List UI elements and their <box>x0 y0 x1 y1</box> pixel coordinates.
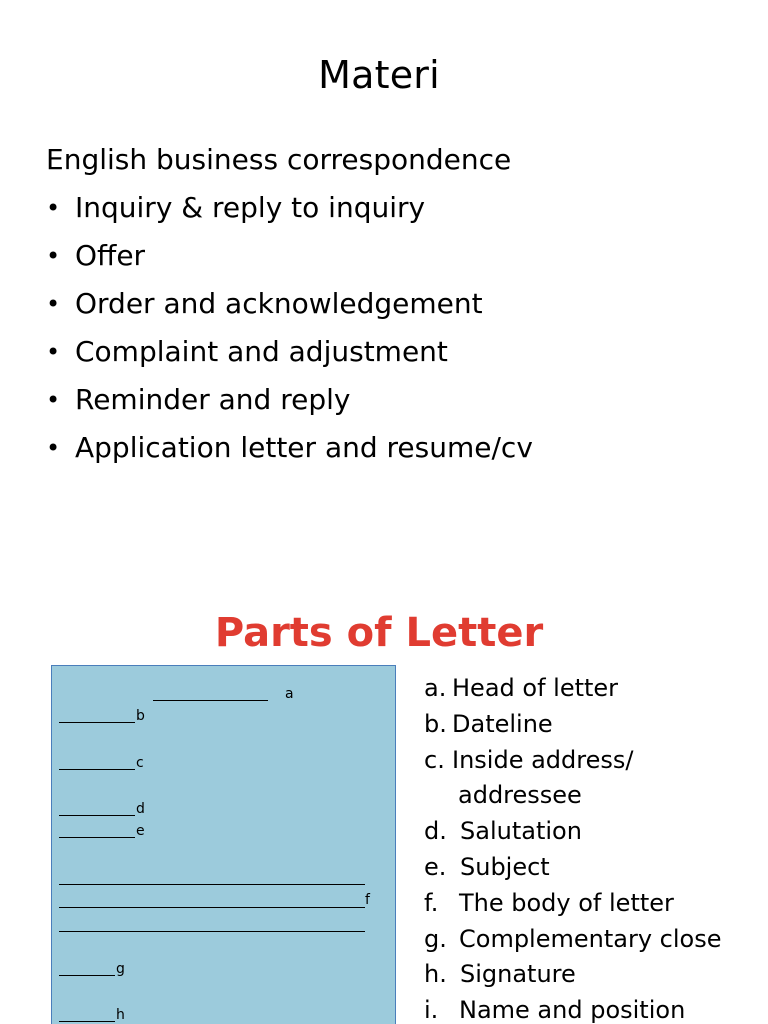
part-label: Name and position <box>459 996 686 1024</box>
topic-item <box>46 430 533 478</box>
intro-text: English business correspondence <box>46 143 512 176</box>
bullet-icon: • <box>46 386 61 414</box>
topic-item <box>46 382 533 430</box>
slide-title-parts-of-letter: Parts of Letter <box>214 610 544 656</box>
blank-line-dateline <box>59 722 135 723</box>
topic-item <box>46 190 533 238</box>
blank-line-body-1 <box>59 884 365 885</box>
part-marker: h. <box>424 960 447 989</box>
part-label: Dateline <box>452 709 553 738</box>
diagram-label-a: a <box>285 686 294 702</box>
part-item <box>424 958 576 994</box>
topic-item <box>46 238 533 286</box>
part-marker: e. <box>424 852 447 881</box>
letter-layout-diagram <box>51 665 396 1024</box>
diagram-label-g: g <box>116 961 125 977</box>
part-item <box>424 744 634 780</box>
part-marker: a. <box>424 674 447 702</box>
part-label: Salutation <box>460 817 582 846</box>
part-marker: d. <box>424 817 447 846</box>
part-label: addressee <box>458 781 582 810</box>
topic-label: Application letter and resume/cv <box>75 431 533 464</box>
part-item <box>424 779 582 815</box>
part-item <box>424 815 582 851</box>
part-label: Complementary close <box>459 924 722 953</box>
bullet-icon: • <box>46 242 61 270</box>
part-marker: g. <box>424 924 447 953</box>
topic-label: Order and acknowledgement <box>75 287 483 320</box>
diagram-label-e: e <box>136 823 145 839</box>
part-marker: i. <box>424 996 439 1024</box>
blank-line-body-3 <box>59 931 365 932</box>
part-label: Head of letter <box>452 674 619 702</box>
blank-line-body-2 <box>59 907 365 908</box>
topic-label: Offer <box>75 239 146 272</box>
bullet-icon: • <box>46 434 61 462</box>
blank-line-signature <box>59 1021 115 1022</box>
topic-list <box>46 190 533 478</box>
part-label: The body of letter <box>459 888 674 917</box>
blank-line-salutation <box>59 815 135 816</box>
topic-label: Inquiry & reply to inquiry <box>75 191 426 224</box>
part-item <box>424 994 686 1024</box>
part-item <box>424 887 674 923</box>
diagram-label-d: d <box>136 801 145 817</box>
part-item <box>424 923 722 959</box>
part-marker: b. <box>424 709 447 738</box>
blank-line-close <box>59 975 115 976</box>
part-item <box>424 708 553 744</box>
topic-item <box>46 334 533 382</box>
part-label: Signature <box>460 960 576 989</box>
part-item <box>424 672 619 708</box>
part-marker: f. <box>424 888 439 917</box>
part-marker: c. <box>424 745 445 774</box>
part-label: Inside address/ <box>452 745 634 774</box>
topic-label: Complaint and adjustment <box>75 335 448 368</box>
blank-line-inside-address <box>59 769 135 770</box>
part-item <box>424 851 550 887</box>
slide-title: Materi <box>318 53 440 97</box>
diagram-label-c: c <box>136 755 144 771</box>
diagram-label-f: f <box>365 892 370 908</box>
bullet-icon: • <box>46 194 61 222</box>
bullet-icon: • <box>46 338 61 366</box>
topic-label: Reminder and reply <box>75 383 351 416</box>
blank-line-head <box>153 700 268 701</box>
part-label: Subject <box>460 852 550 881</box>
blank-line-subject <box>59 837 135 838</box>
parts-of-letter-list <box>424 672 722 1024</box>
diagram-label-h: h <box>116 1007 125 1023</box>
bullet-icon: • <box>46 290 61 318</box>
diagram-label-b: b <box>136 708 145 724</box>
topic-item <box>46 286 533 334</box>
